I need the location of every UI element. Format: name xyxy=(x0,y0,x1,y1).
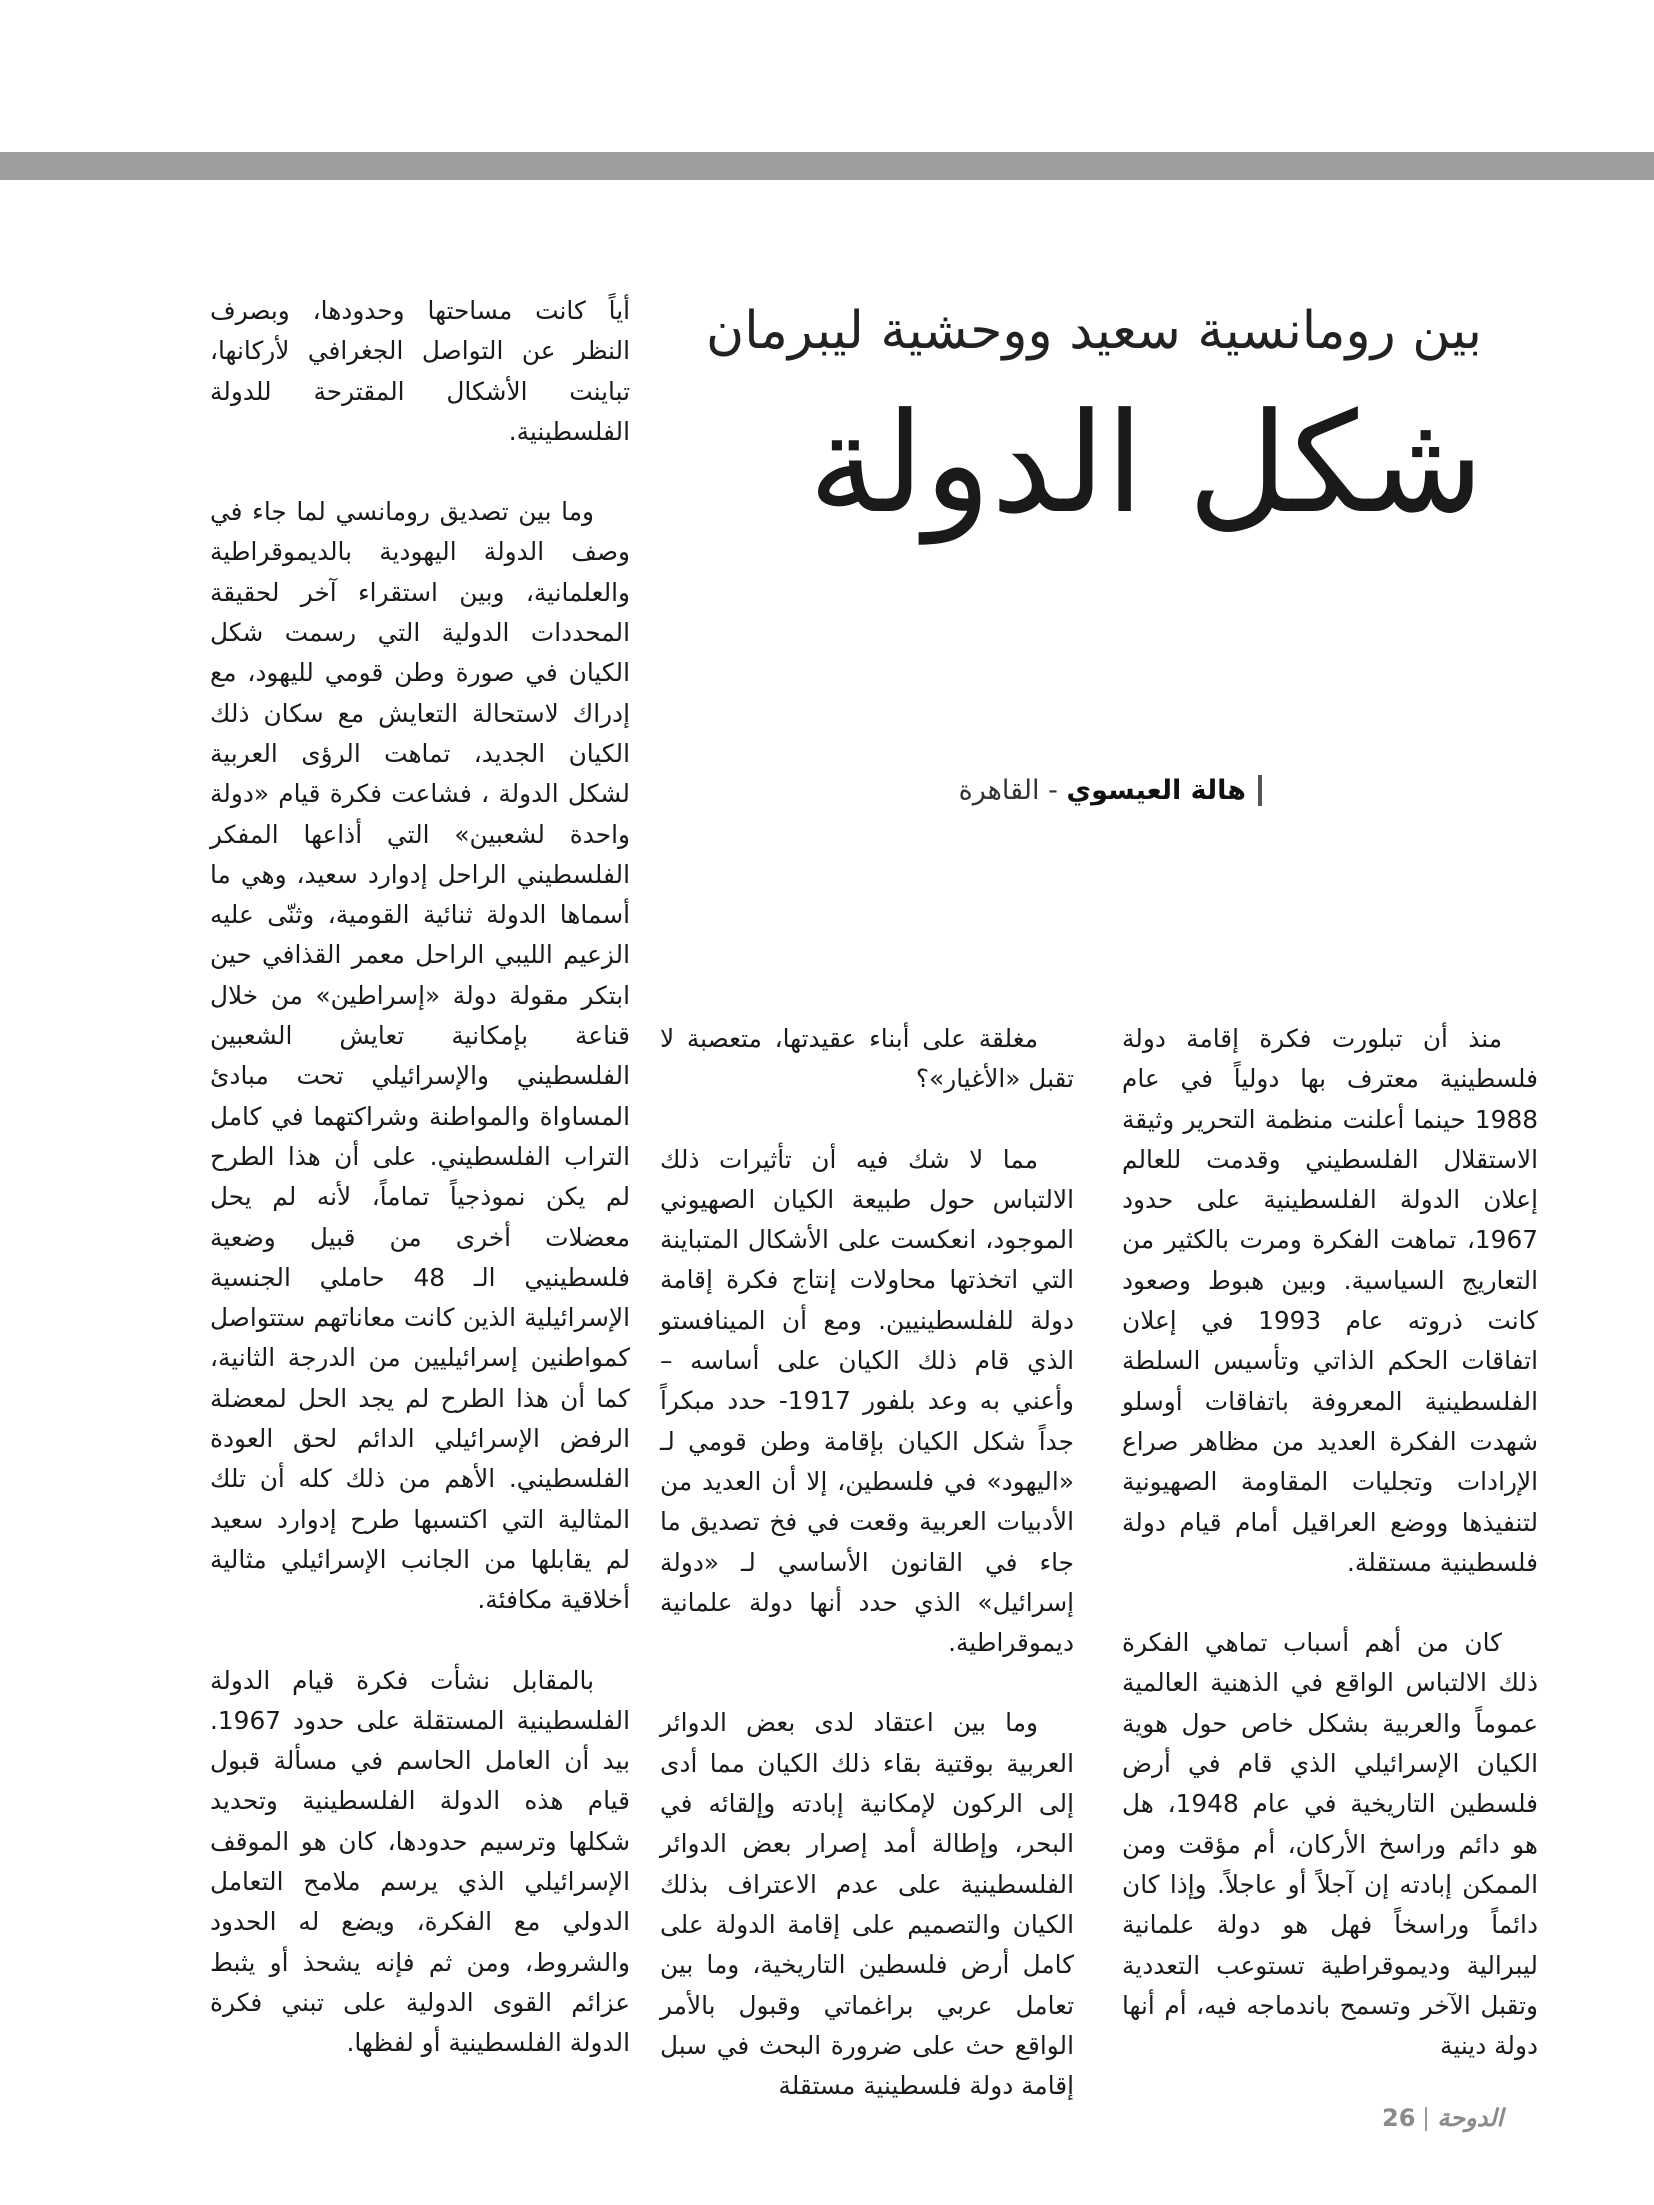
page-footer xyxy=(1382,2104,1503,2132)
magazine-name: الدوحة xyxy=(1437,2104,1504,2132)
byline-separator: - xyxy=(1039,775,1058,806)
paragraph: منذ أن تبلورت فكرة إقامة دولة فلسطينية معترف بها دولياً في عام 1988 حينما أعلنت منظمة التحرير وثيقة الاستقلال الفلسطيني وقدمت للعالم إعلان الدولة الفلسطينية على حدود 1967، تماهت الفكرة ومرت بالكثير من التعاريج السياسية. وبين هبوط وصعود كانت ذروته عام 1993 في إعلان اتفاقات الحكم الذاتي وتأسيس السلطة الفلسطينية المعروفة باتفاقات أوسلو شهدت الفكرة العديد من مظاهر صراع الإرادات وتجليات المقاومة الصهيونية لتنفيذها ووضع العراقيل أمام قيام دولة فلسطينية مستقلة. xyxy=(1122,1024,1538,1577)
paragraph: مما لا شك فيه أن تأثيرات ذلك الالتباس حول طبيعة الكيان الصهيوني الموجود، انعكست على الأشكال المتباينة التي اتخذتها محاولات إنتاج فكرة إقامة دولة للفلسطينيين. ومع أن المينافستو الذي قام ذلك الكيان على أساسه – وأعني به وعد بلفور 1917- حدد مبكراً جداً شكل الكيان بإقامة وطن قومي لـ «اليهود» في فلسطين، إلا أن العديد من الأدبيات العربية وقعت في فخ تصديق ما جاء في القانون الأساسي لـ «دولة إسرائيل» الذي حدد أنها دولة علمانية ديموقراطية. xyxy=(660,1144,1074,1658)
article-column-middle xyxy=(660,1019,1074,2101)
paragraph: مغلقة على أبناء عقيدتها، متعصبة لا تقبل «الأغيار»؟ xyxy=(660,1024,1074,1094)
top-decorative-bar xyxy=(0,152,1654,180)
article-title: شكل الدولة xyxy=(808,383,1484,544)
paragraph: أياً كانت مساحتها وحدودها، وبصرف النظر عن التواصل الجغرافي لأركانها، تباينت الأشكال المقترحة للدولة الفلسطينية. xyxy=(210,296,630,446)
page-number: 26 xyxy=(1382,2104,1416,2132)
byline-city: القاهرة xyxy=(958,775,1040,806)
paragraph: وما بين اعتقاد لدى بعض الدوائر العربية بوقتية بقاء ذلك الكيان مما أدى إلى الركون لإمكانية إبادته وإلقائه في البحر، وإطالة أمد إصرار بعض الدوائر الفلسطينية على عدم الاعتراف بذلك الكيان والتصميم على إقامة الدولة على كامل أرض فلسطين التاريخية، وما بين تعامل عربي براغماتي وقبول بالأمر الواقع حث على ضرورة البحث في سبل إقامة دولة فلسطينية مستقلة xyxy=(660,1708,1074,2101)
paragraph: كان من أهم أسباب تماهي الفكرة ذلك الالتباس الواقع في الذهنية العالمية عموماً والعربية بشكل خاص حول هوية الكيان الإسرائيلي الذي قام في أرض فلسطين التاريخية في عام 1948، هل هو دائم وراسخ الأركان، أم مؤقت ومن الممكن إبادته إن آجلاً أو عاجلاً. وإذا كان دائماً وراسخاً فهل هو دولة علمانية ليبرالية وديموقراطية تستوعب التعددية وتقبل الآخر وتسمح باندماجه فيه، أم أنها دولة دينية xyxy=(1122,1628,1539,2061)
footer-divider xyxy=(1425,2107,1427,2131)
article-column-right xyxy=(1122,1019,1538,2069)
paragraph: وما بين تصديق رومانسي لما جاء في وصف الدولة اليهودية بالديموقراطية والعلمانية، وبين استقراء آخر لحقيقة المحددات الدولية التي رسمت شكل الكيان في صورة وطن قومي لليهود، مع إدراك لاستحالة التعايش مع سكان ذلك الكيان الجديد، تماهت الرؤى العربية لشكل الدولة ، فشاعت فكرة قيام «دولة واحدة لشعبين» التي أذاعها المفكر الفلسطيني الراحل إدوارد سعيد، وهي ما أسماها الدولة ثنائية القومية، وثنّى عليه الزعيم الليبي الراحل معمر القذافي حين ابتكر مقولة دولة «إسراطين» من خلال قناعة بإمكانية تعايش الشعبين الفلسطيني والإسرائيلي تحت مبادئ المساواة والمواطنة وشراكتهما في كامل التراب الفلسطيني. على أن هذا الطرح لم يكن نموذجياً تماماً، لأنه لم يحل معضلات أخرى من قبيل وضعية فلسطينيي الـ 48 حاملي الجنسية الإسرائيلية الذين كانت معاناتهم ستتواصل كمواطنين إسرائيليين من الدرجة الثانية، كما أن هذا الطرح لم يجد الحل لمعضلة الرفض الإسرائيلي الدائم لحق العودة الفلسطيني. الأهم من ذلك كله أن تلك المثالية التي اكتسبها طرح إدوارد سعيد لم يقابلها من الجانب الإسرائيلي مثالية أخلاقية مكافئة. xyxy=(210,497,630,1615)
article-column-left xyxy=(210,291,630,2058)
author-name: هالة العيسوي xyxy=(1066,775,1246,806)
byline xyxy=(959,775,1262,806)
paragraph: بالمقابل نشأت فكرة قيام الدولة الفلسطينية المستقلة على حدود 1967. بيد أن العامل الحاسم في مسألة قبول قيام هذه الدولة الفلسطينية وتحديد شكلها وترسيم حدودها، كان هو الموقف الإسرائيلي الذي يرسم ملامح التعامل الدولي مع الفكرة، ويضع له الحدود والشروط، ومن ثم فإنه يشحذ أو يثبط عزائم القوى الدولية على تبني فكرة الدولة الفلسطينية أو لفظها. xyxy=(210,1665,630,2058)
article-subtitle: بين رومانسية سعيد ووحشية ليبرمان xyxy=(706,301,1482,361)
